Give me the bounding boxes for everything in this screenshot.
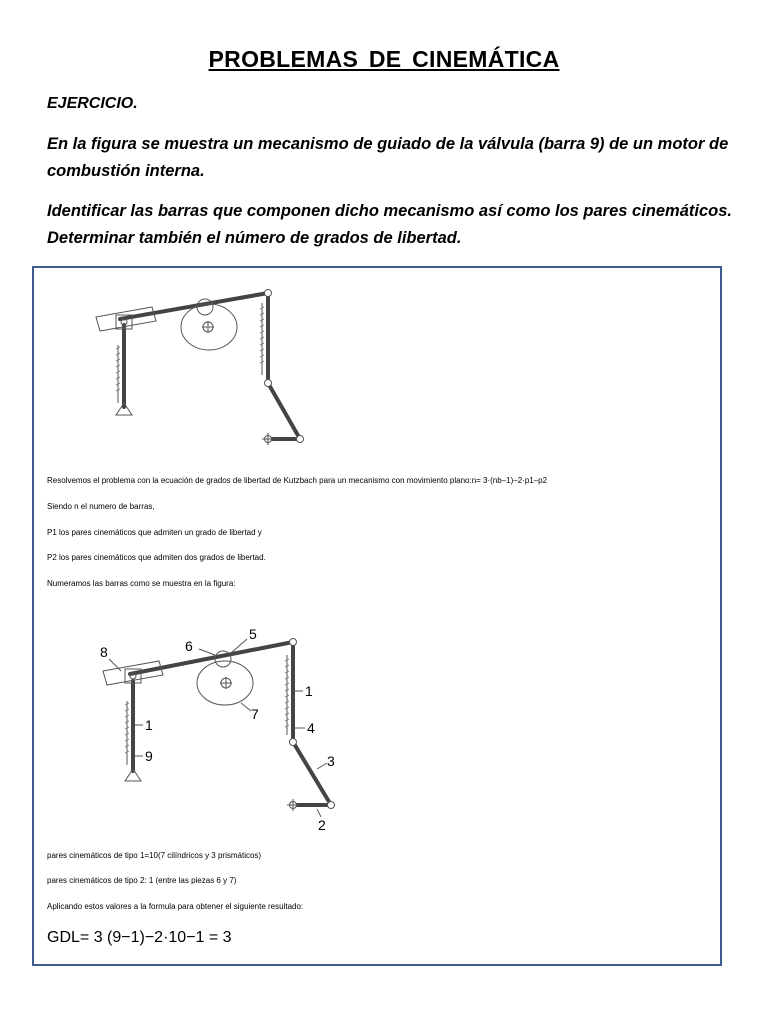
definition-p2-line: P2 los pares cinemáticos que admiten dos grados de libertad. xyxy=(47,553,266,562)
labeled-mechanism-figure xyxy=(95,625,375,835)
label-5: 5 xyxy=(249,626,257,642)
numbering-line: Numeramos las barras como se muestra en la figura: xyxy=(47,579,236,588)
label-1-right: 1 xyxy=(305,683,313,699)
label-9: 9 xyxy=(145,748,153,764)
label-3: 3 xyxy=(327,753,335,769)
type2-pairs-line: pares cinemáticos de tipo 2: 1 (entre las piezas 6 y 7) xyxy=(47,876,237,885)
kutzbach-equation-line: Resolvemos el problema con la ecuación de grados de libertad de Kutzbach para un mecanismo con movimiento plano:n= 3·(nb–1)–2·p1–p2 xyxy=(47,476,548,485)
label-4: 4 xyxy=(307,720,315,736)
label-6: 6 xyxy=(185,638,193,654)
label-1-left: 1 xyxy=(145,717,153,733)
gdl-formula: GDL= 3 (9−1)−2·10−1 = 3 xyxy=(47,929,232,946)
mechanism-figure xyxy=(90,285,350,455)
label-2: 2 xyxy=(318,817,326,833)
definition-p1-line: P1 los pares cinemáticos que admiten un grado de libertad y xyxy=(47,528,262,537)
apply-values-line: Aplicando estos valores a la formula para obtener el siguiente resultado: xyxy=(47,902,304,911)
page-title: PROBLEMAS DE CINEMÁTICA xyxy=(208,46,560,72)
type1-pairs-line: pares cinemáticos de tipo 1=10(7 cilíndricos y 3 prismáticos) xyxy=(47,851,262,860)
statement-paragraph: En la figura se muestra un mecanismo de guiado de la válvula (barra 9) de un motor de combustión interna. xyxy=(47,135,729,180)
label-8: 8 xyxy=(100,644,108,660)
definition-n-line: Siendo n el numero de barras, xyxy=(47,502,155,511)
task-paragraph: Identificar las barras que componen dicho mecanismo así como los pares cinemáticos. Determinar también el número de grados de libertad. xyxy=(47,202,732,247)
exercise-heading: EJERCICIO. xyxy=(47,95,138,112)
label-7: 7 xyxy=(251,706,259,722)
